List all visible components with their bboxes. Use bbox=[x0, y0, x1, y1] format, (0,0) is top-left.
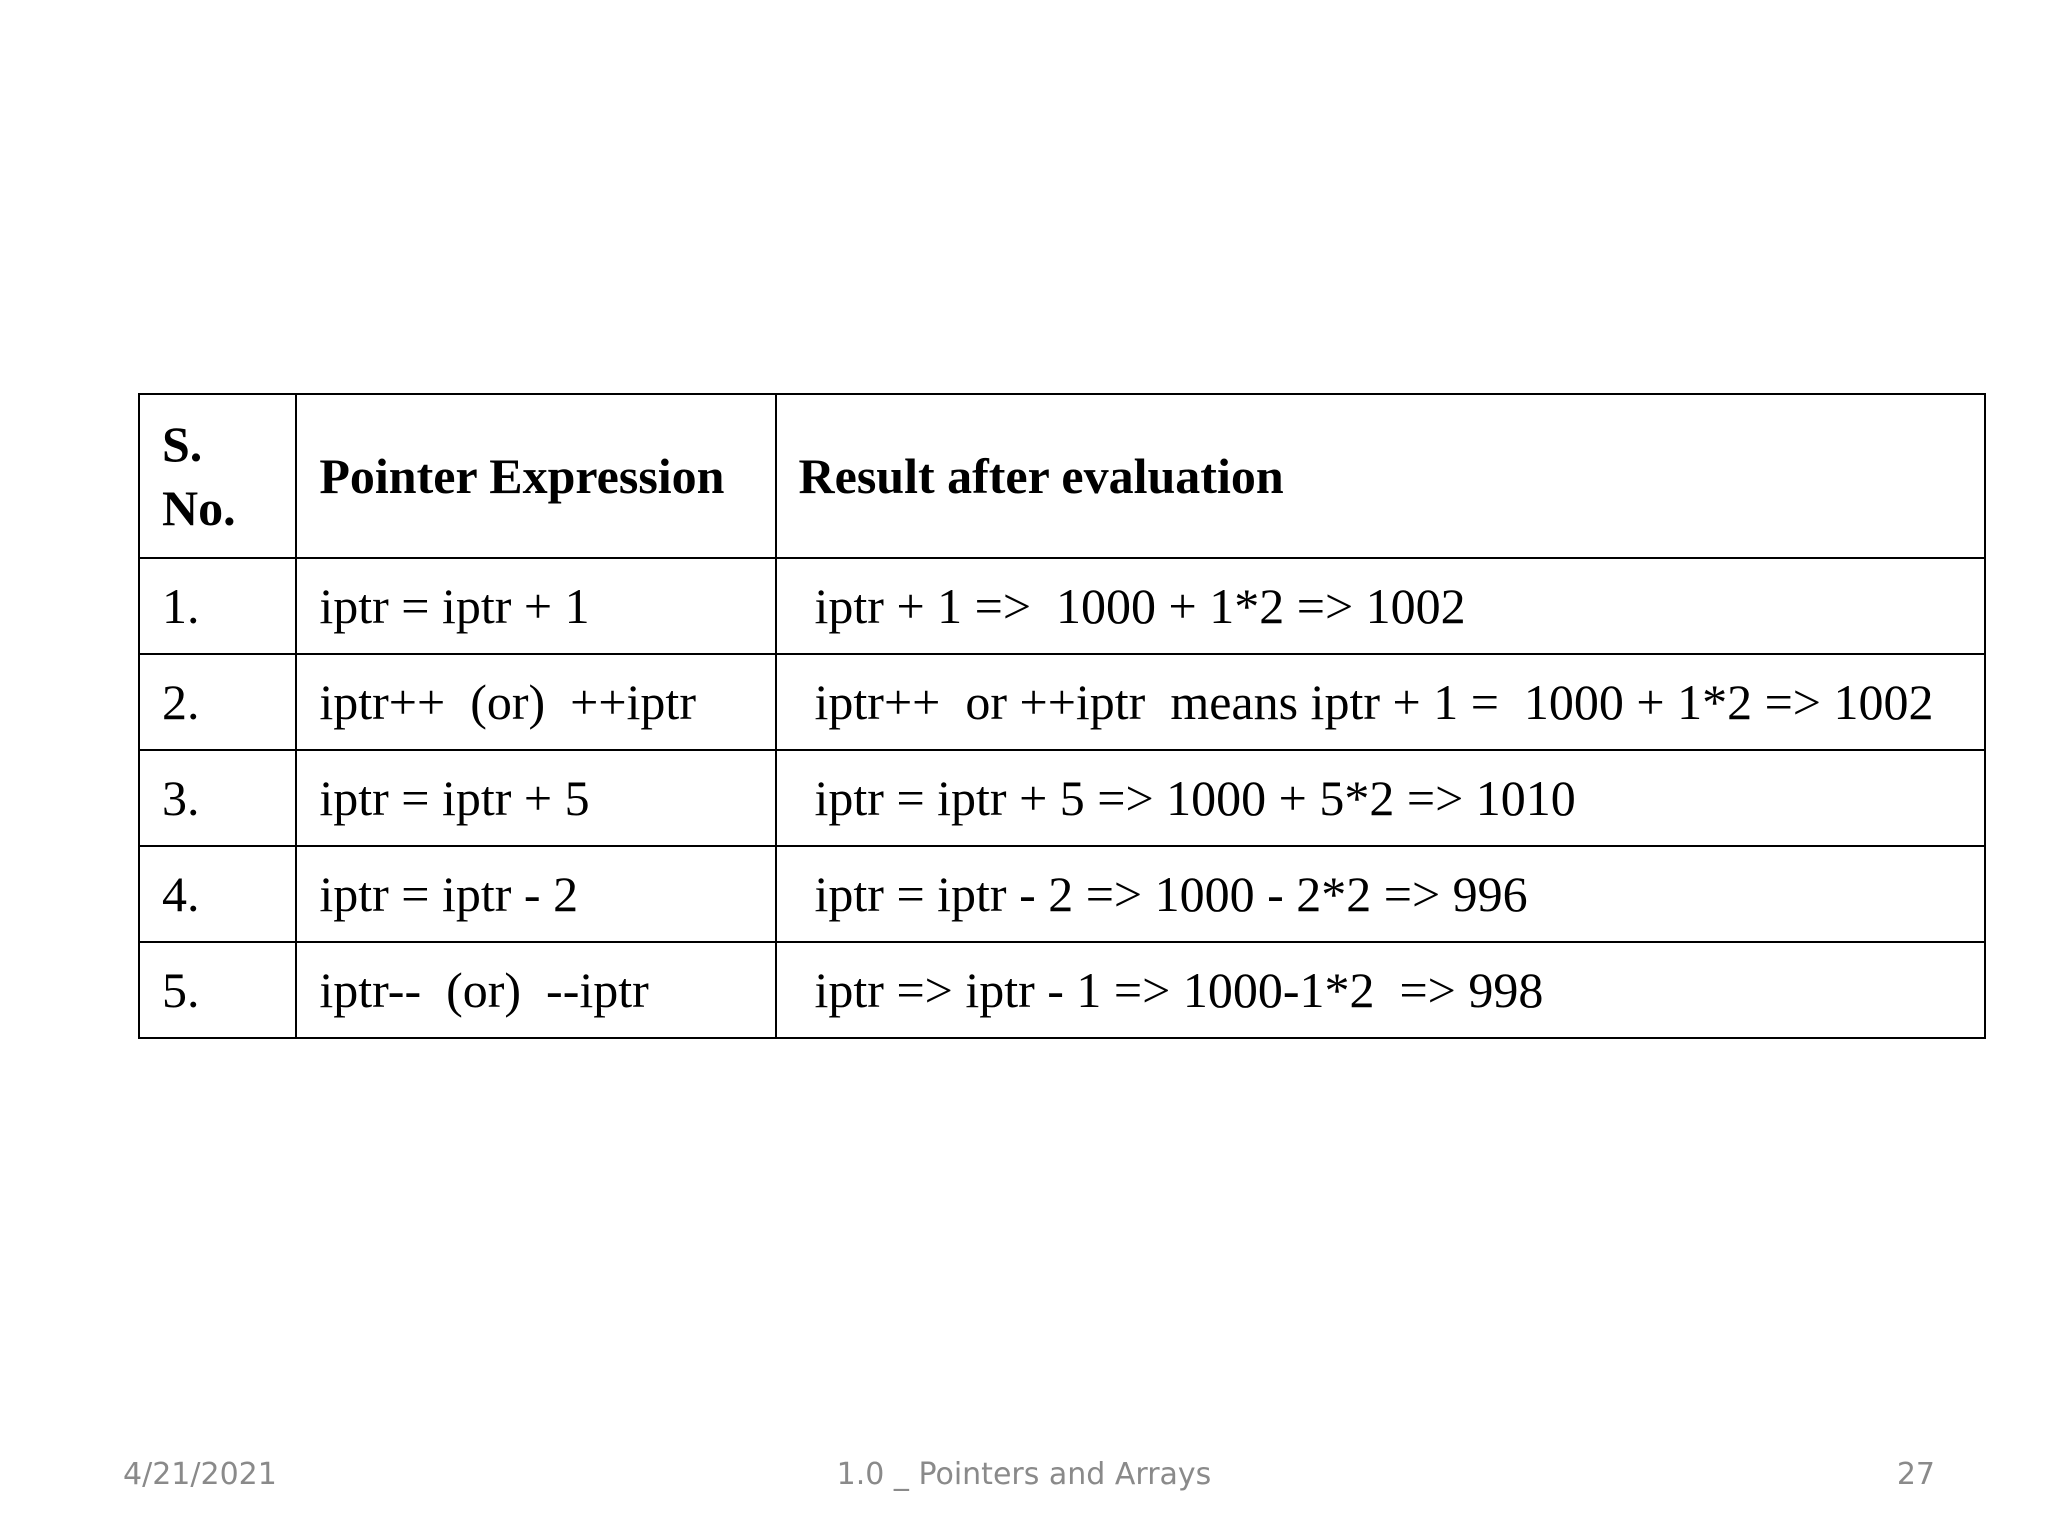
header-pointer-expression: Pointer Expression bbox=[296, 394, 775, 558]
footer-title: 1.0 _ Pointers and Arrays bbox=[836, 1457, 1212, 1492]
table-row bbox=[139, 942, 1985, 1038]
footer-date: 4/21/2021 bbox=[123, 1457, 277, 1492]
cell-serial-number: 3. bbox=[139, 750, 296, 846]
cell-serial-number: 5. bbox=[139, 942, 296, 1038]
cell-serial-number: 4. bbox=[139, 846, 296, 942]
table-row bbox=[139, 654, 1985, 750]
header-serial-number-line2: No. bbox=[162, 480, 236, 536]
cell-result: iptr + 1 => 1000 + 1*2 => 1002 bbox=[776, 558, 1985, 654]
cell-result: iptr++ or ++iptr means iptr + 1 = 1000 + 1*2 => 1002 bbox=[776, 654, 1985, 750]
header-serial-number-line1: S. bbox=[162, 416, 203, 472]
cell-result: iptr => iptr - 1 => 1000-1*2 => 998 bbox=[776, 942, 1985, 1038]
header-serial-number bbox=[139, 394, 296, 558]
table-row bbox=[139, 750, 1985, 846]
cell-serial-number: 2. bbox=[139, 654, 296, 750]
pointer-expression-table bbox=[138, 393, 1986, 1039]
table-row bbox=[139, 846, 1985, 942]
footer-page-number: 27 bbox=[1896, 1457, 1935, 1492]
table-header-row bbox=[139, 394, 1985, 558]
cell-expression: iptr = iptr + 1 bbox=[296, 558, 775, 654]
table-row bbox=[139, 558, 1985, 654]
cell-serial-number: 1. bbox=[139, 558, 296, 654]
header-result: Result after evaluation bbox=[776, 394, 1985, 558]
cell-expression: iptr-- (or) --iptr bbox=[296, 942, 775, 1038]
cell-expression: iptr = iptr + 5 bbox=[296, 750, 775, 846]
cell-result: iptr = iptr - 2 => 1000 - 2*2 => 996 bbox=[776, 846, 1985, 942]
cell-result: iptr = iptr + 5 => 1000 + 5*2 => 1010 bbox=[776, 750, 1985, 846]
cell-expression: iptr = iptr - 2 bbox=[296, 846, 775, 942]
cell-expression: iptr++ (or) ++iptr bbox=[296, 654, 775, 750]
